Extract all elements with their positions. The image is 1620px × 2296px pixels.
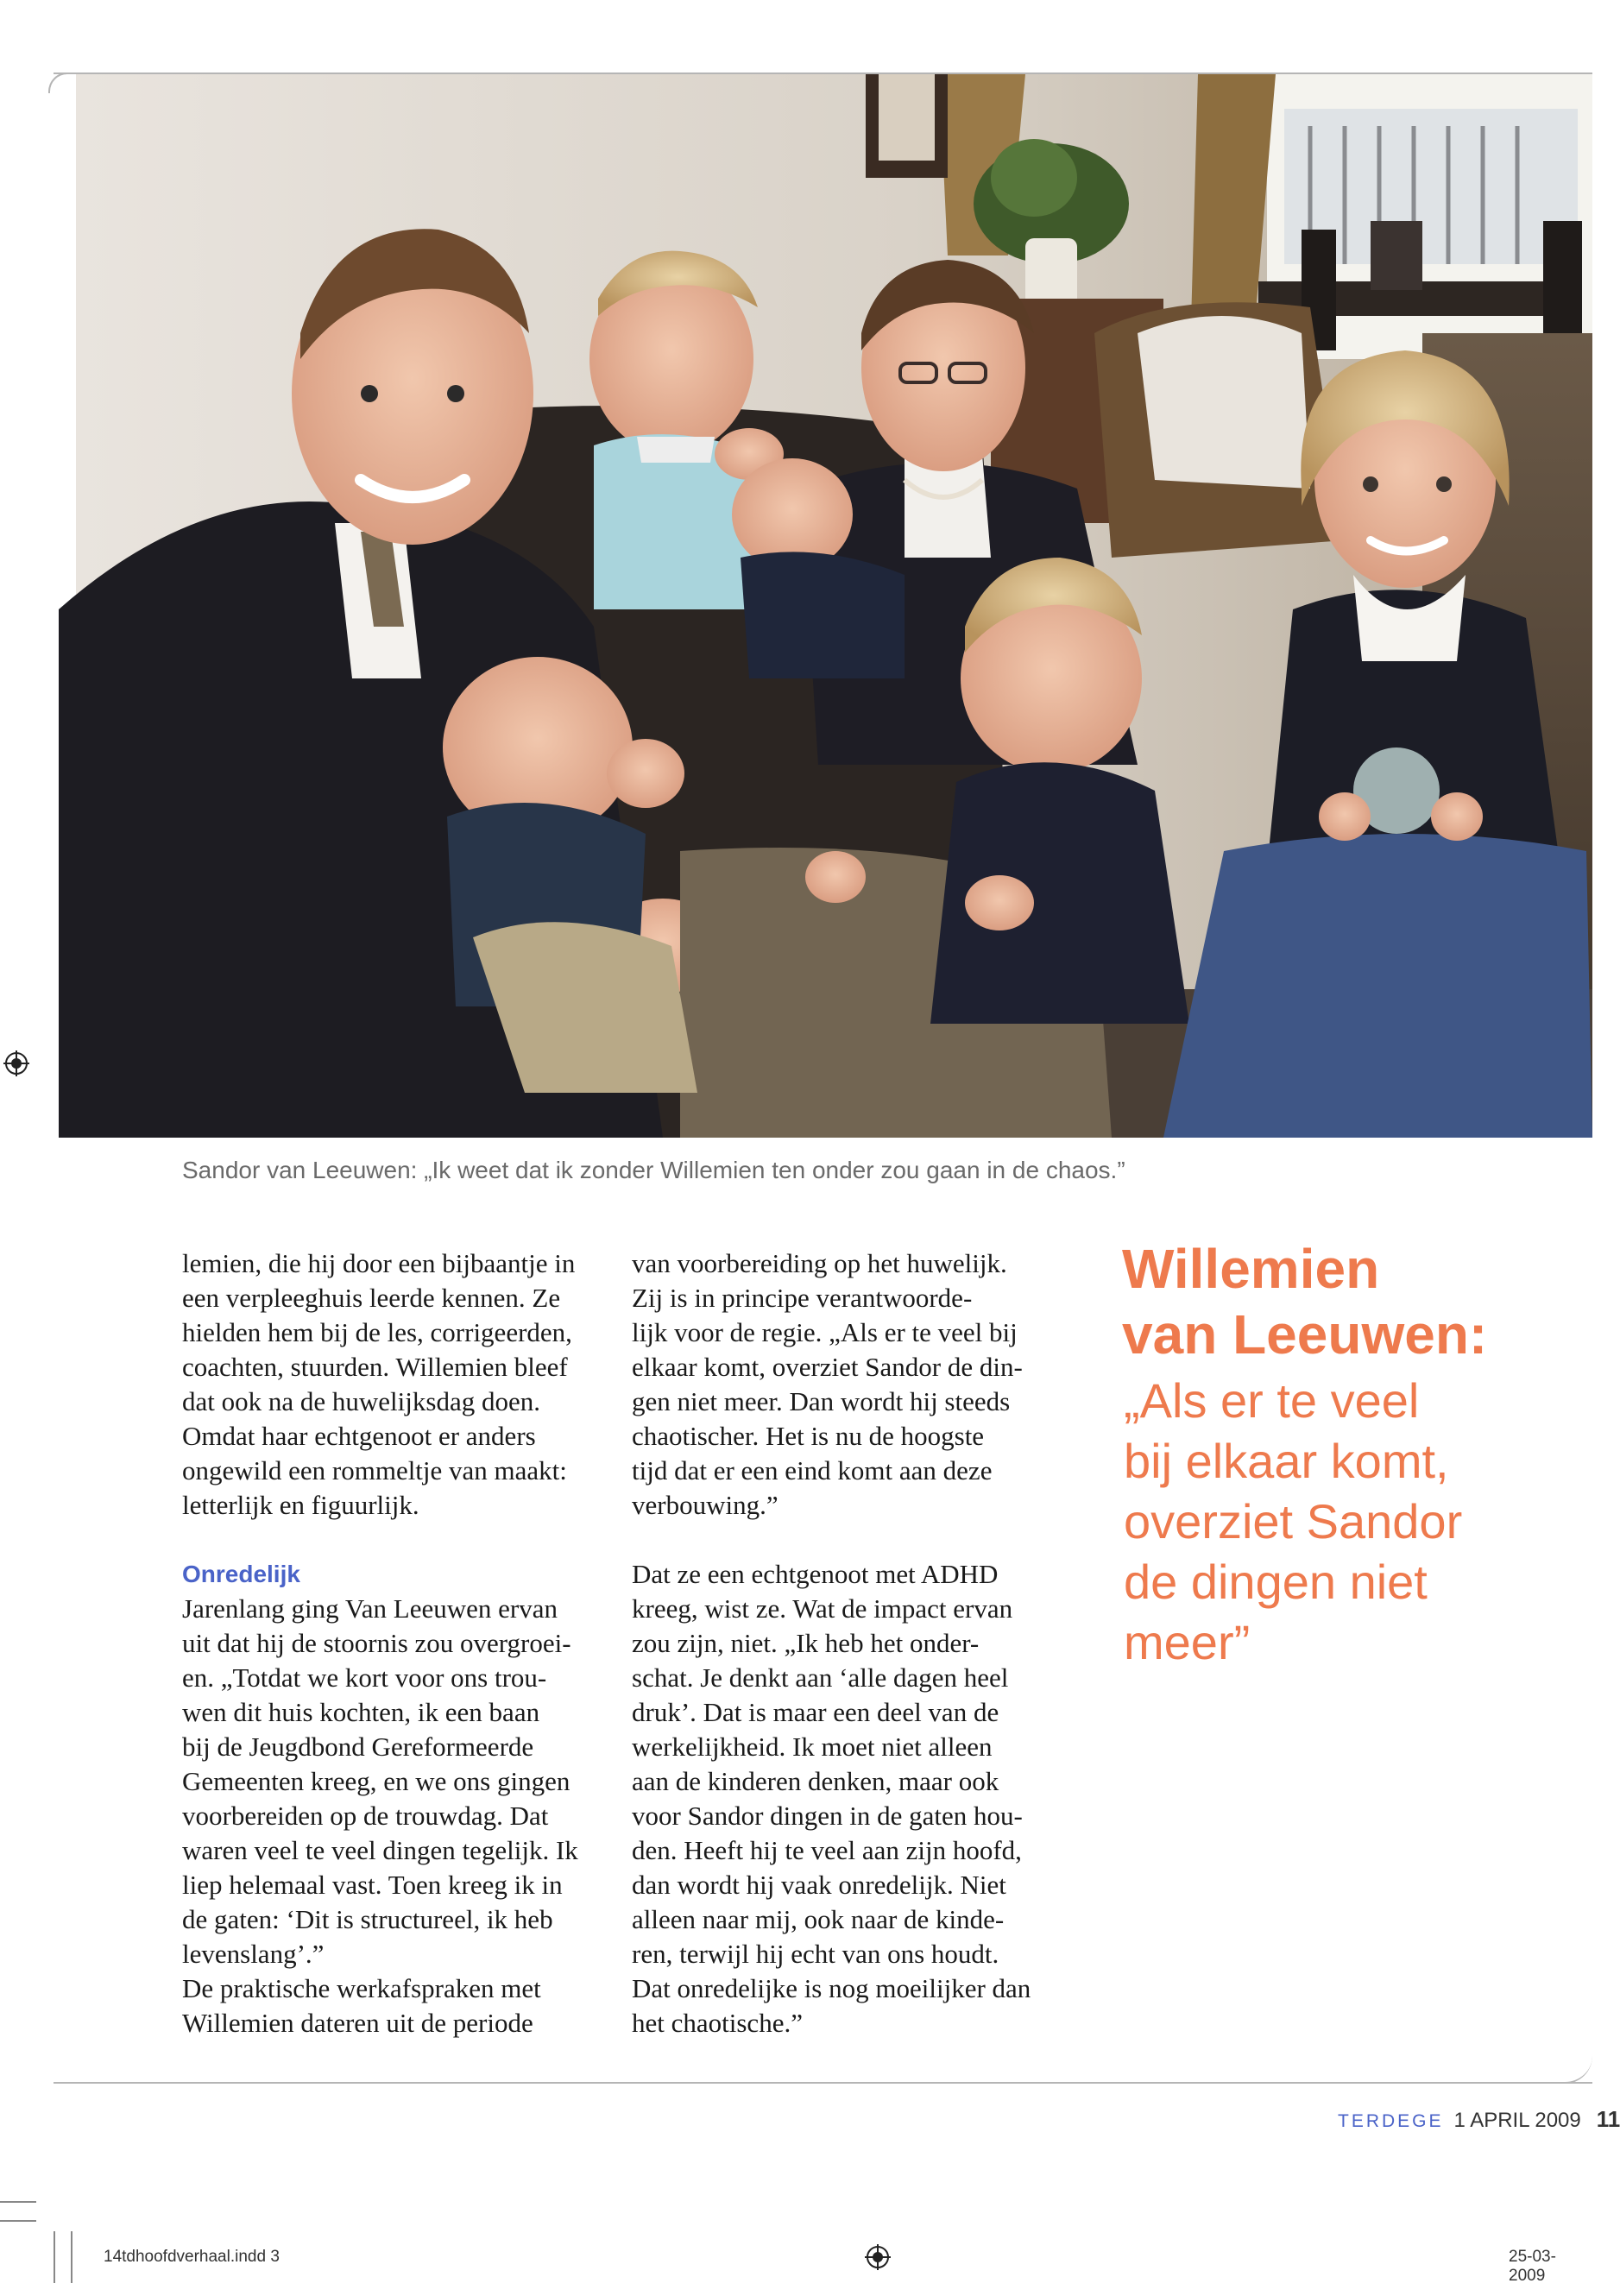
trim-corner-bottom-right xyxy=(1564,2054,1592,2084)
pullquote-speaker: Willemien van Leeuwen: xyxy=(1122,1238,1488,1366)
family-photo xyxy=(76,74,1592,1138)
pullquote-text: „Als er te veel bij elkaar komt, overziet Sandor de dingen niet meer” xyxy=(1124,1373,1463,1669)
photo-caption: Sandor van Leeuwen: „Ik weet dat ik zonder Willemien ten onder zou gaan in de chaos.” xyxy=(182,1157,1125,1183)
column-1-paragraph-1: lemien, die hij door een bijbaantje in een verpleeghuis leerde kennen. Ze hielden hem bij de les, corrigeerden, coachten, stuurden. Willemien bleef dat ook na de huwelijksdag doen. Omdat haar echtgenoot er anders ongewild een rommeltje van maakt: letterlijk en figuurlijk. xyxy=(182,1248,576,1520)
issue-date: 1 APRIL 2009 xyxy=(1453,2109,1581,2132)
crop-mark xyxy=(54,2231,55,2283)
slug-date: 25-03-2009 xyxy=(1509,2248,1556,2285)
article-column-1 xyxy=(182,1246,605,2041)
column-2-paragraph-1: van voorbereiding op het huwelijk. Zij is in principe verantwoorde- lijk voor de regie. „Als er te veel bij elkaar komt, overziet Sandor de din- gen niet meer. Dan wordt hij steeds chaotischer. Het is nu de hoogste tijd dat er een eind komt aan deze verbouwing.” xyxy=(632,1248,1023,1520)
trim-corner-top-left xyxy=(48,73,69,93)
crop-mark xyxy=(0,2220,36,2222)
crop-mark xyxy=(71,2231,72,2283)
page-footer xyxy=(1338,2106,1620,2133)
article-column-2 xyxy=(632,1246,1063,2041)
trim-line-bottom xyxy=(54,2082,1592,2084)
column-2-paragraph-2: Dat ze een echtgenoot met ADHD kreeg, wist ze. Wat de impact ervan zou zijn, niet. „Ik heb het onder- schat. Je denkt aan ‘alle dagen heel druk’. Dat is maar een deel van de werkelijkheid. Ik moet niet alleen aan de kinderen denken, maar ook voor Sandor dingen in de gaten hou- den. Heeft hij te veel aan zijn hoofd, dan wordt hij vaak onredelijk. Niet alleen naar mij, ook naar de kinde- ren, terwijl hij echt van ons houdt. Dat onredelijke is nog moeilijker dan het chaotische.” xyxy=(632,1559,1031,2038)
registration-mark-icon xyxy=(3,1050,29,1076)
registration-mark-icon xyxy=(865,2244,891,2270)
column-1-paragraph-2: Jarenlang ging Van Leeuwen ervan uit dat hij de stoornis zou overgroei- en. „Totdat we kort voor ons trou- wen dit huis kochten, ik een baan bij de Jeugdbond Gereformeerde Gemeenten kreeg, en we ons gingen voorbereiden op de trouwdag. Dat waren veel te veel dingen tegelijk. Ik liep helemaal vast. Toen kreeg ik in de gaten: ‘Dit is structureel, ik heb levenslang’.” De praktische werkafspraken met Willemien dateren uit de periode xyxy=(182,1593,578,2038)
crop-mark xyxy=(0,2201,36,2203)
section-subhead: Onredelijk xyxy=(182,1561,300,1587)
page-number: 11 xyxy=(1596,2106,1620,2132)
magazine-name: TERDEGE xyxy=(1338,2111,1444,2131)
slug-filename: 14tdhoofdverhaal.indd 3 xyxy=(104,2248,280,2266)
